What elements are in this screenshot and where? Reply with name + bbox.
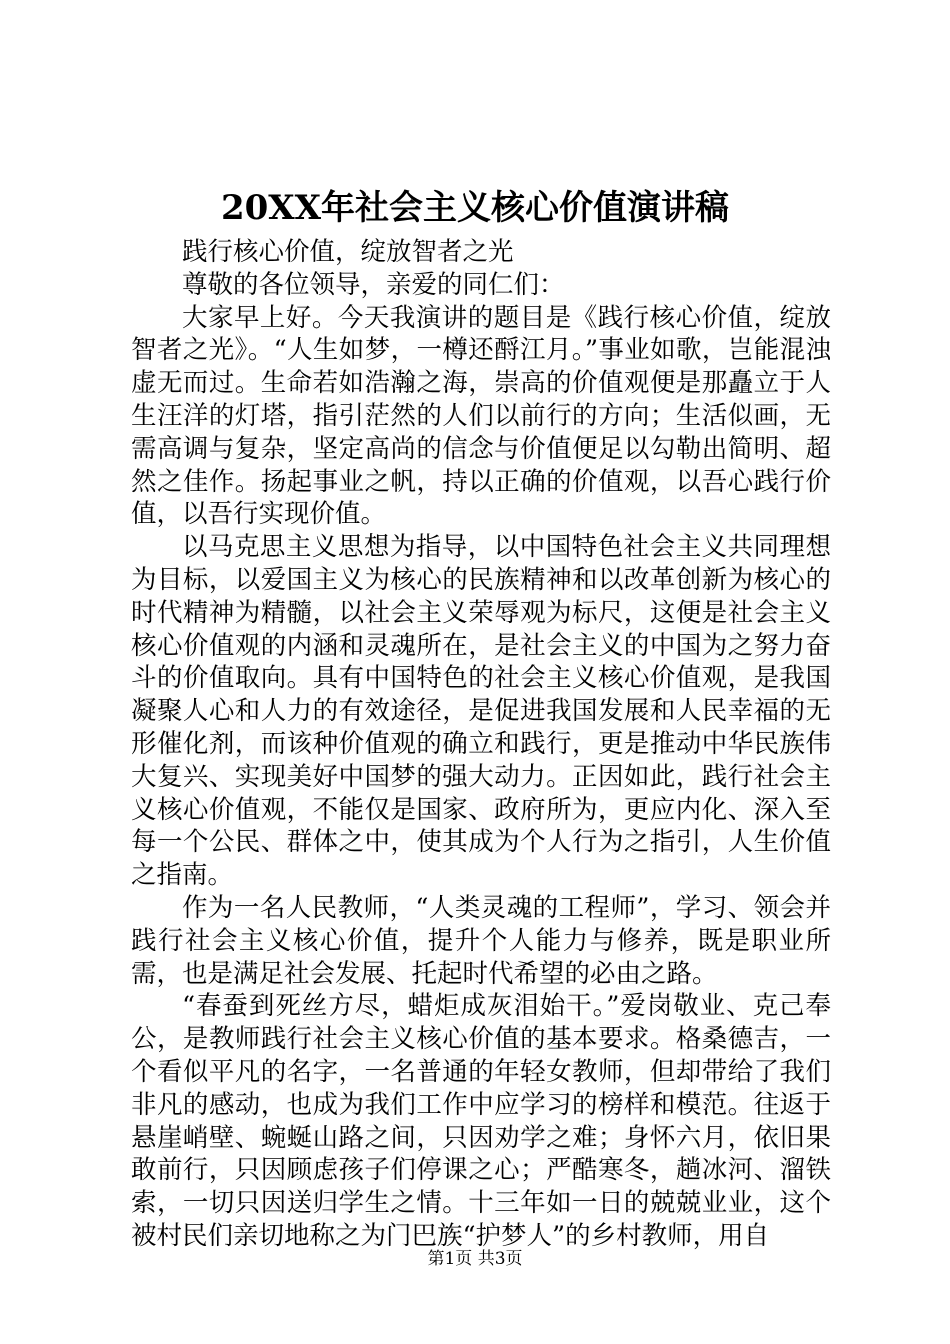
document-body	[131, 236, 831, 1253]
paragraph: 以马克思主义思想为指导，以中国特色社会主义共同理想为目标，以爱国主义为核心的民族精神和以改革创新为核心的时代精神为精髓，以社会主义荣辱观为标尺，这便是社会主义核心价值观的内涵和灵魂所在，是社会主义的中国为之努力奋斗的价值取向。具有中国特色的社会主义核心价值观，是我国凝聚人心和人力的有效途径，是促进我国发展和人民幸福的无形催化剂，而该种价值观的确立和践行，更是推动中华民族伟大复兴、实现美好中国梦的强大动力。正因如此，践行社会主义核心价值观，不能仅是国家、政府所为，更应内化、深入至每一个公民、群体之中，使其成为个人行为之指引，人生价值之指南。	[131, 532, 831, 891]
paragraph: “春蚕到死丝方尽，蜡炬成灰泪始干。”爱岗敬业、克己奉公，是教师践行社会主义核心价值的基本要求。格桑德吉，一个看似平凡的名字，一名普通的年轻女教师，但却带给了我们非凡的感动，也成为我们工作中应学习的榜样和模范。往返于悬崖峭壁、蜿蜒山路之间，只因劝学之难；身怀六月，依旧果敢前行，只因顾虑孩子们停课之心；严酷寒冬，趟冰河、溜铁索，一切只因送归学生之情。十三年如一日的兢兢业业，这个被村民们亲切地称之为门巴族“护梦人”的乡村教师，用自	[131, 991, 831, 1251]
paragraph: 大家早上好。今天我演讲的题目是《践行核心价值，绽放智者之光》。“人生如梦，一樽还酹江月。”事业如歌，岂能混浊虚无而过。生命若如浩瀚之海，崇高的价值观便是那矗立于人生汪洋的灯塔，指引茫然的人们以前行的方向；生活似画，无需高调与复杂，坚定高尚的信念与价值便足以勾勒出简明、超然之佳作。扬起事业之帆，持以正确的价值观，以吾心践行价值，以吾行实现价值。	[131, 302, 831, 530]
paragraph-salutation: 尊敬的各位领导，亲爱的同仁们：	[182, 269, 565, 300]
page-footer: 第1页 共3页	[427, 1249, 523, 1269]
document-title: 20XX年社会主义核心价值演讲稿	[220, 188, 730, 228]
paragraph-subtitle: 践行核心价值，绽放智者之光	[182, 237, 514, 267]
paragraph: 作为一名人民教师，“人类灵魂的工程师”，学习、领会并践行社会主义核心价值，提升个人能力与修养，既是职业所需，也是满足社会发展、托起时代希望的必由之路。	[131, 892, 831, 989]
